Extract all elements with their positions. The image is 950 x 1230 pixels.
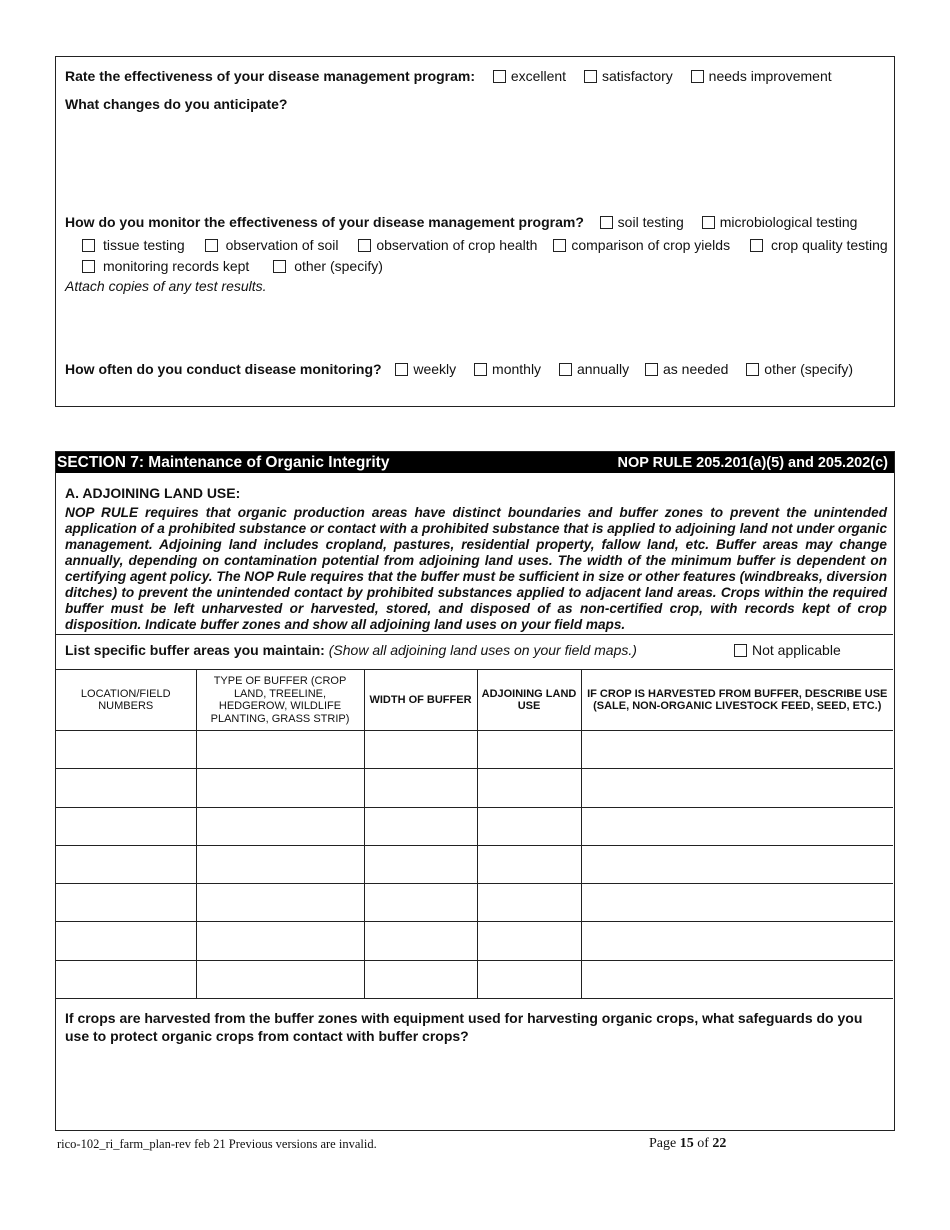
table-cell[interactable]: [364, 884, 477, 922]
monitor-option-other[interactable]: other (specify): [273, 258, 383, 274]
col-adjoining-use: ADJOINING LAND USE: [477, 670, 581, 731]
monitor-option-crop-quality[interactable]: crop quality testing: [750, 237, 888, 253]
table-cell[interactable]: [581, 807, 893, 845]
buffer-areas-table: [56, 669, 893, 999]
rate-option-satisfactory[interactable]: satisfactory: [584, 68, 673, 84]
col-buffer-type: TYPE OF BUFFER (CROP LAND, TREELINE, HEDGEROW, WILDLIFE PLANTING, GRASS STRIP): [196, 670, 364, 731]
table-cell[interactable]: [56, 884, 196, 922]
buffer-list-row: [65, 642, 887, 658]
frequency-row: [65, 361, 867, 377]
table-cell[interactable]: [196, 884, 364, 922]
checkbox[interactable]: [734, 644, 747, 657]
checkbox[interactable]: [82, 239, 95, 252]
checkbox[interactable]: [553, 239, 566, 252]
col-buffer-width: WIDTH OF BUFFER: [364, 670, 477, 731]
table-cell[interactable]: [581, 884, 893, 922]
table-cell[interactable]: [56, 845, 196, 883]
frequency-option-weekly[interactable]: weekly: [395, 361, 456, 377]
monitor-row-2: [82, 237, 888, 253]
col-location: LOCATION/FIELD NUMBERS: [56, 670, 196, 731]
table-row: [56, 845, 893, 883]
table-cell[interactable]: [581, 845, 893, 883]
checkbox[interactable]: [273, 260, 286, 273]
table-row: [56, 884, 893, 922]
table-cell[interactable]: [364, 731, 477, 769]
table-cell[interactable]: [581, 960, 893, 998]
table-cell[interactable]: [196, 960, 364, 998]
table-cell[interactable]: [364, 845, 477, 883]
table-cell[interactable]: [477, 807, 581, 845]
monitor-option-microbiological-testing[interactable]: microbiological testing: [702, 214, 858, 230]
table-cell[interactable]: [477, 769, 581, 807]
table-cell[interactable]: [364, 922, 477, 960]
table-cell[interactable]: [196, 769, 364, 807]
attach-note: Attach copies of any test results.: [65, 278, 267, 294]
footer-doc-id: rico-102_ri_farm_plan-rev feb 21 Previous versions are invalid.: [57, 1137, 377, 1151]
checkbox[interactable]: [691, 70, 704, 83]
checkbox[interactable]: [395, 363, 408, 376]
monitor-row-3: [82, 258, 397, 274]
table-cell[interactable]: [56, 807, 196, 845]
rate-option-needs-improvement[interactable]: needs improvement: [691, 68, 832, 84]
monitor-question: How do you monitor the effectiveness of your disease management program?: [65, 214, 584, 230]
rate-effectiveness-row: [65, 68, 846, 84]
table-cell[interactable]: [477, 731, 581, 769]
table-cell[interactable]: [477, 884, 581, 922]
table-cell[interactable]: [196, 845, 364, 883]
col-harvest-use: IF CROP IS HARVESTED FROM BUFFER, DESCRIBE USE (SALE, NON-ORGANIC LIVESTOCK FEED, SEED, ETC.): [581, 670, 893, 731]
table-cell[interactable]: [581, 922, 893, 960]
table-cell[interactable]: [56, 960, 196, 998]
checkbox[interactable]: [584, 70, 597, 83]
checkbox[interactable]: [82, 260, 95, 273]
monitor-option-comparison-yields[interactable]: comparison of crop yields: [553, 237, 730, 253]
table-row: [56, 769, 893, 807]
table-cell[interactable]: [56, 769, 196, 807]
table-row: [56, 960, 893, 998]
checkbox[interactable]: [746, 363, 759, 376]
disease-management-box: [55, 56, 895, 407]
table-cell[interactable]: [196, 807, 364, 845]
footer-page-number: Page 15 of 22: [649, 1136, 727, 1151]
table-row: [56, 807, 893, 845]
rate-question: Rate the effectiveness of your disease management program:: [65, 68, 476, 84]
checkbox[interactable]: [600, 216, 613, 229]
buffer-list-label: List specific buffer areas you maintain:: [65, 642, 325, 658]
section-header-bar: [56, 452, 894, 473]
monitor-row-1: [65, 214, 871, 230]
not-applicable-option[interactable]: Not applicable: [734, 642, 841, 658]
table-header-row: [56, 670, 893, 731]
checkbox[interactable]: [559, 363, 572, 376]
frequency-option-annually[interactable]: annually: [559, 361, 629, 377]
changes-answer-area[interactable]: [65, 121, 885, 211]
table-cell[interactable]: [196, 922, 364, 960]
checkbox[interactable]: [702, 216, 715, 229]
section-title: SECTION 7: Maintenance of Organic Integrity: [57, 453, 390, 471]
frequency-question: How often do you conduct disease monitoring?: [65, 361, 382, 377]
table-cell[interactable]: [477, 845, 581, 883]
table-cell[interactable]: [56, 922, 196, 960]
monitor-option-observation-soil[interactable]: observation of soil: [205, 237, 339, 253]
checkbox[interactable]: [750, 239, 763, 252]
table-cell[interactable]: [364, 769, 477, 807]
changes-question: What changes do you anticipate?: [65, 96, 288, 112]
safeguard-question: If crops are harvested from the buffer zones with equipment used for harvesting organic crops, what safeguards do you use to protect organic crops from contact with buffer crops?: [65, 1010, 863, 1044]
adjoining-land-heading: A. ADJOINING LAND USE:: [65, 485, 241, 501]
checkbox[interactable]: [645, 363, 658, 376]
frequency-option-as-needed[interactable]: as needed: [645, 361, 728, 377]
checkbox[interactable]: [358, 239, 371, 252]
buffer-list-hint: (Show all adjoining land uses on your field maps.): [328, 642, 637, 658]
monitor-option-records-kept[interactable]: monitoring records kept: [82, 258, 249, 274]
table-cell[interactable]: [477, 960, 581, 998]
rate-option-excellent[interactable]: excellent: [493, 68, 566, 84]
table-row: [56, 922, 893, 960]
checkbox[interactable]: [205, 239, 218, 252]
table-cell[interactable]: [56, 731, 196, 769]
checkbox[interactable]: [493, 70, 506, 83]
monitor-option-soil-testing[interactable]: soil testing: [600, 214, 684, 230]
table-row: [56, 731, 893, 769]
nop-rule-paragraph: NOP RULE requires that organic production areas have distinct boundaries and buffer zones to prevent the unintended application of a prohibited substance or contact with a prohibited substance that is applied to adjoining land not under organic management. Adjoining land includes cropland, pastures, residential property, fallow land, etc. Buffer areas may change annually, depending on contamination potential from adjoining land uses. The width of the minimum buffer is dependent on certifying agent policy. The NOP Rule requires that the buffer must be sufficient in size or other features (windbreaks, diversion ditches) to prevent the unintended contact by prohibited substances applied to adjacent land areas. Crops within the required buffer must be left unharvested or harvested, stored, and disposed of as non-certified crop, with records kept of crop disposition. Indicate buffer zones and show all adjoining land uses on your field maps.: [65, 505, 887, 632]
section7-box: [55, 451, 895, 1131]
table-cell[interactable]: [364, 960, 477, 998]
frequency-option-monthly[interactable]: monthly: [474, 361, 541, 377]
table-cell[interactable]: [364, 807, 477, 845]
table-cell[interactable]: [196, 731, 364, 769]
table-cell[interactable]: [581, 731, 893, 769]
divider: [56, 634, 893, 635]
frequency-option-other[interactable]: other (specify): [746, 361, 853, 377]
monitor-option-observation-crop-health[interactable]: observation of crop health: [358, 237, 537, 253]
checkbox[interactable]: [474, 363, 487, 376]
table-cell[interactable]: [477, 922, 581, 960]
section-rule-reference: NOP RULE 205.201(a)(5) and 205.202(c): [617, 454, 888, 471]
monitor-option-tissue-testing[interactable]: tissue testing: [82, 237, 185, 253]
table-cell[interactable]: [581, 769, 893, 807]
